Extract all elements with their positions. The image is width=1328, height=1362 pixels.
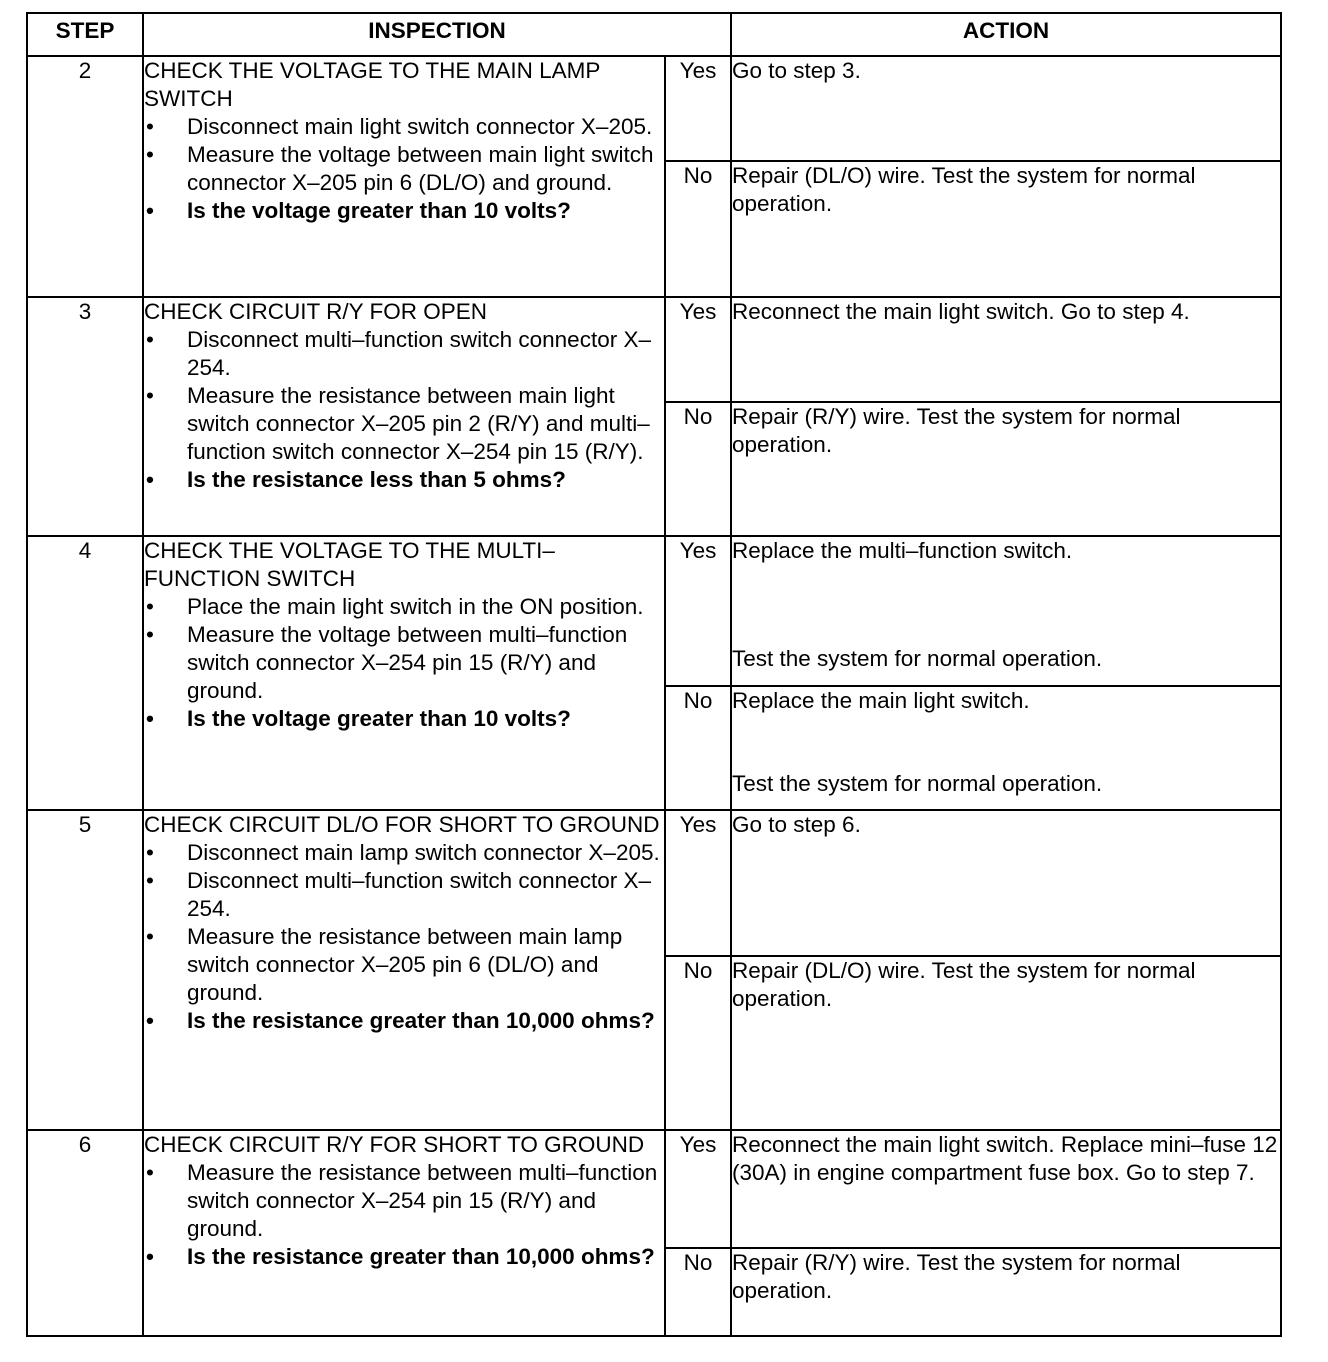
- action-yes-cell: [731, 536, 1281, 686]
- inspection-bullet: • Measure the resistance between main light switch connector X–205 pin 2 (R/Y) and multi–function switch connector X–254 pin 15 (R/Y).: [144, 382, 664, 466]
- answer-no: No: [665, 686, 731, 810]
- inspection-bullets: [144, 1159, 664, 1271]
- inspection-cell: [143, 810, 665, 1130]
- inspection-bullet: • Measure the resistance between main lamp switch connector X–205 pin 6 (DL/O) and ground.: [144, 923, 664, 1007]
- action-no: Replace the main light switch.: [732, 688, 1030, 713]
- action-yes: Go to step 3.: [731, 56, 1281, 161]
- step-number: 3: [27, 297, 143, 536]
- step-row-5-yes: [27, 810, 1281, 956]
- header-row: [27, 13, 1281, 56]
- action-yes: Reconnect the main light switch. Go to step 4.: [731, 297, 1281, 402]
- inspection-title: CHECK CIRCUIT DL/O FOR SHORT TO GROUND: [144, 812, 660, 837]
- inspection-question: • Is the resistance greater than 10,000 ohms?: [144, 1243, 664, 1271]
- step-row-3-yes: [27, 297, 1281, 402]
- answer-no: No: [665, 1248, 731, 1336]
- answer-no: No: [665, 402, 731, 536]
- action-no-followup: Test the system for normal operation.: [732, 771, 1103, 796]
- inspection-bullets: [144, 839, 664, 1035]
- action-yes: Replace the multi–function switch.: [732, 538, 1073, 563]
- answer-yes: Yes: [665, 536, 731, 686]
- inspection-bullet: • Disconnect multi–function switch connector X–254.: [144, 326, 664, 382]
- inspection-title: CHECK CIRCUIT R/Y FOR OPEN: [144, 299, 487, 324]
- inspection-bullet: • Disconnect main light switch connector X–205.: [144, 113, 664, 141]
- header-step: STEP: [27, 13, 143, 56]
- inspection-bullets: [144, 113, 664, 225]
- action-yes: Reconnect the main light switch. Replace mini–fuse 12 (30A) in engine compartment fuse box. Go to step 7.: [731, 1130, 1281, 1248]
- inspection-bullet: • Measure the voltage between multi–function switch connector X–254 pin 15 (R/Y) and ground.: [144, 621, 664, 705]
- action-no: Repair (DL/O) wire. Test the system for normal operation.: [731, 956, 1281, 1130]
- inspection-cell: [143, 297, 665, 536]
- step-number: 6: [27, 1130, 143, 1336]
- inspection-title: CHECK THE VOLTAGE TO THE MULTI–FUNCTION SWITCH: [144, 538, 555, 591]
- action-no: Repair (R/Y) wire. Test the system for normal operation.: [731, 402, 1281, 536]
- header-inspection: INSPECTION: [143, 13, 731, 56]
- answer-no: No: [665, 161, 731, 297]
- inspection-bullet: • Disconnect multi–function switch connector X–254.: [144, 867, 664, 923]
- action-no-cell: [731, 686, 1281, 810]
- answer-no: No: [665, 956, 731, 1130]
- answer-yes: Yes: [665, 56, 731, 161]
- answer-yes: Yes: [665, 1130, 731, 1248]
- inspection-bullets: [144, 326, 664, 494]
- step-row-2-yes: [27, 56, 1281, 161]
- action-no: Repair (R/Y) wire. Test the system for normal operation.: [731, 1248, 1281, 1336]
- inspection-bullet: • Place the main light switch in the ON position.: [144, 593, 664, 621]
- action-no: Repair (DL/O) wire. Test the system for normal operation.: [731, 161, 1281, 297]
- inspection-bullets: [144, 593, 664, 733]
- inspection-bullet: • Measure the voltage between main light switch connector X–205 pin 6 (DL/O) and ground.: [144, 141, 664, 197]
- inspection-question: • Is the resistance greater than 10,000 ohms?: [144, 1007, 664, 1035]
- step-row-4-yes: [27, 536, 1281, 686]
- diagnostic-table: [26, 12, 1282, 1337]
- inspection-question: • Is the resistance less than 5 ohms?: [144, 466, 664, 494]
- step-row-6-yes: [27, 1130, 1281, 1248]
- inspection-cell: [143, 536, 665, 810]
- inspection-question: • Is the voltage greater than 10 volts?: [144, 705, 664, 733]
- inspection-bullet: • Disconnect main lamp switch connector X–205.: [144, 839, 664, 867]
- inspection-bullet: • Measure the resistance between multi–function switch connector X–254 pin 15 (R/Y) and ground.: [144, 1159, 664, 1243]
- inspection-title: CHECK CIRCUIT R/Y FOR SHORT TO GROUND: [144, 1132, 645, 1157]
- inspection-cell: [143, 1130, 665, 1336]
- step-number: 4: [27, 536, 143, 810]
- answer-yes: Yes: [665, 810, 731, 956]
- inspection-title: CHECK THE VOLTAGE TO THE MAIN LAMP SWITCH: [144, 58, 600, 111]
- inspection-question: • Is the voltage greater than 10 volts?: [144, 197, 664, 225]
- inspection-cell: [143, 56, 665, 297]
- step-number: 5: [27, 810, 143, 1130]
- action-yes: Go to step 6.: [731, 810, 1281, 956]
- step-number: 2: [27, 56, 143, 297]
- answer-yes: Yes: [665, 297, 731, 402]
- action-yes-followup: Test the system for normal operation.: [732, 646, 1103, 671]
- header-action: ACTION: [731, 13, 1281, 56]
